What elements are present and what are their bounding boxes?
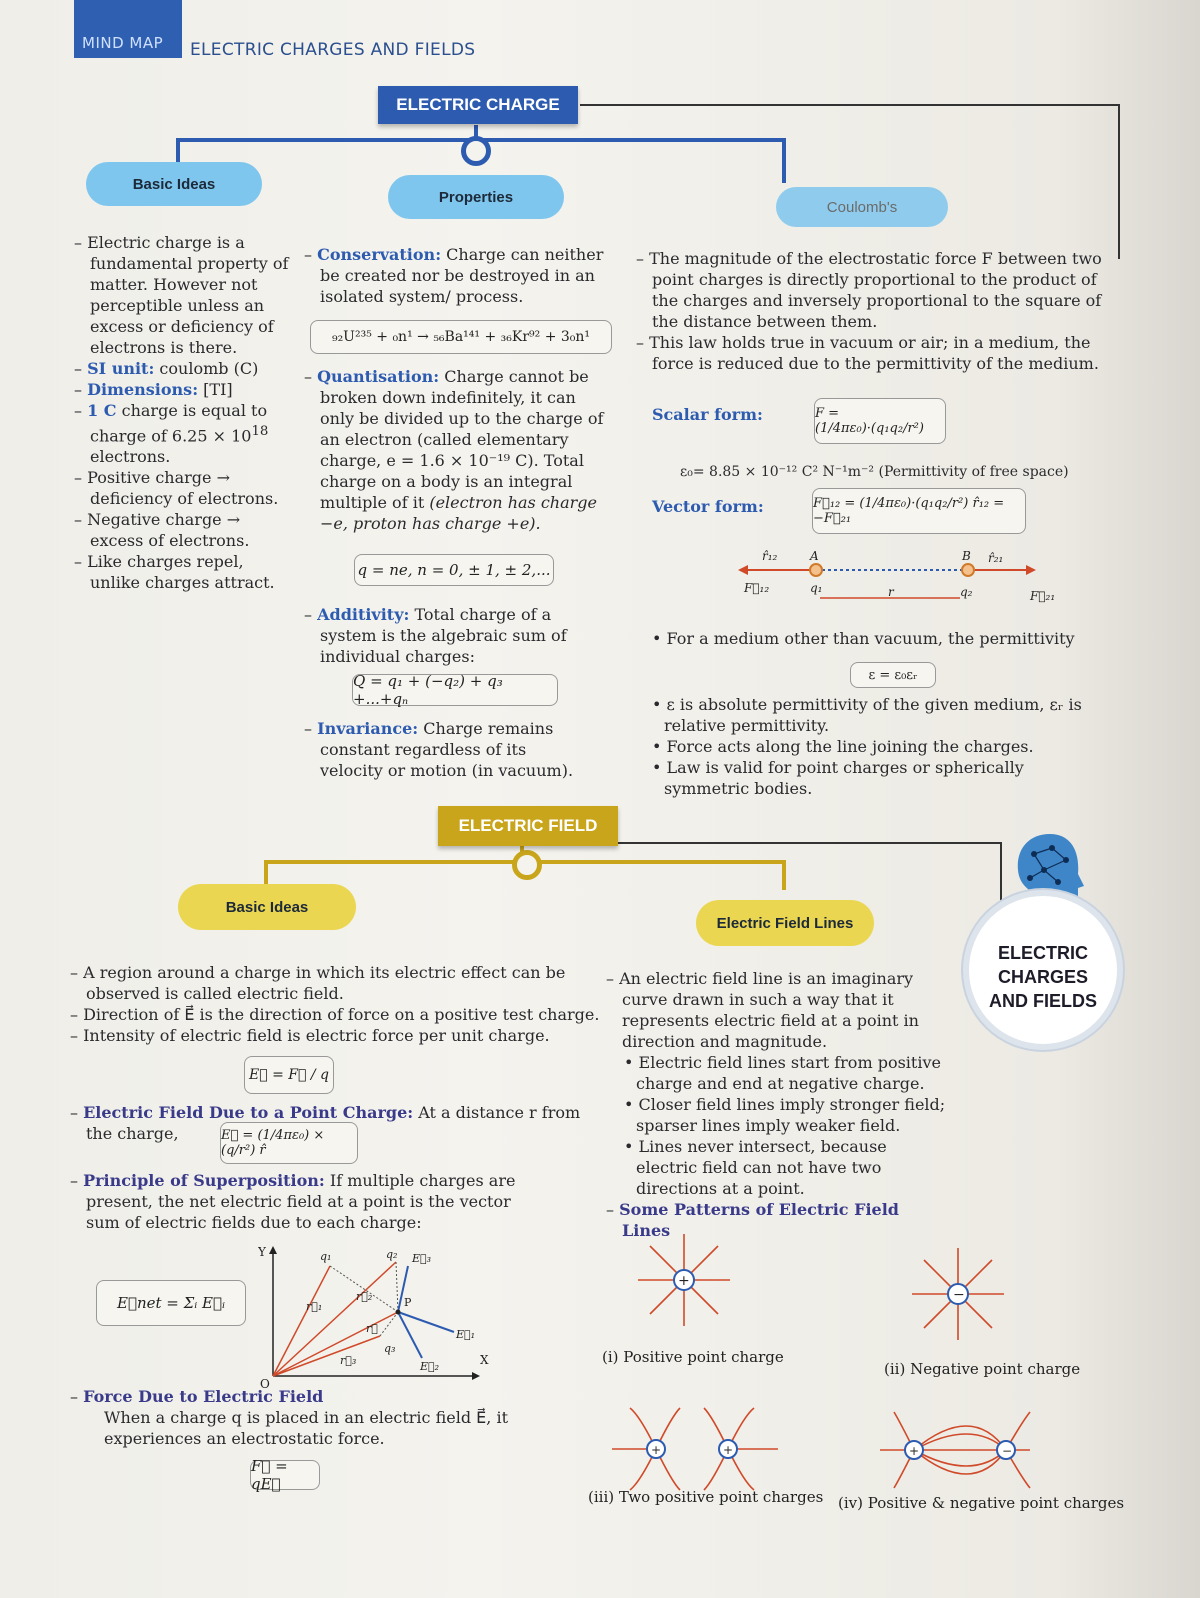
r-graph-label: r⃗ [366, 1322, 378, 1335]
field-basic-ideas-pill: Basic Ideas [178, 884, 356, 930]
field-lines-pill: Electric Field Lines [696, 900, 874, 946]
r1-graph-label: r⃗₁ [306, 1300, 323, 1313]
scalar-form-label: Scalar form: [652, 405, 763, 424]
field-lines-text: – An electric field line is an imaginary curve drawn in such a way that it represents electric field at a point in direction and magnitude. • Electric field lines start from positive charge and end at negative charge. • Closer field lines imply stronger field; sparser lines imply weaker field. • Lines never intersect, because electric field can not have two directions at a point. – Some Patterns of Electric Field Lines [606, 968, 946, 1241]
dipole-field-pattern [880, 1408, 1060, 1492]
p-graph-label: P [404, 1296, 412, 1309]
frame-top [580, 104, 1120, 106]
coulomb-force-diagram [730, 546, 1070, 610]
page-title: ELECTRIC CHARGES AND FIELDS [190, 40, 476, 60]
q1-graph-label: q₁ [320, 1250, 332, 1263]
point-a-label: A [810, 549, 819, 563]
field-branch-right [782, 860, 786, 890]
coulomb-bullets-rest: • ε is absolute permittivity of the given medium, εᵣ is relative permittivity. • Force acts along the line joining the charges. • Law is valid for point charges or spherically symmetric bodies. [650, 694, 1110, 799]
r-vector [273, 1312, 398, 1376]
r3-vector [273, 1336, 380, 1376]
q1-p-line [330, 1266, 398, 1312]
q2-label: q₂ [960, 585, 973, 599]
badge-line-1: ELECTRIC [998, 943, 1088, 963]
r-label: r [888, 585, 894, 599]
superposition-item: – Principle of Superposition: If multiple charges are present, the net electric field at a point is the vector sum of electric fields due to each charge: [70, 1170, 520, 1233]
two-positive-charges-pattern [610, 1406, 780, 1492]
dimensions-item: – Dimensions: [TI] [74, 379, 296, 400]
q3-p-line [380, 1312, 398, 1336]
q3-graph-label: q₃ [384, 1342, 396, 1355]
badge-line-3: AND FIELDS [989, 991, 1097, 1011]
frame-right [1118, 104, 1120, 259]
point-b-label: B [962, 549, 971, 563]
field-hub [512, 850, 542, 880]
charge-definition: – Electric charge is a fundamental property of matter. However not perceptible unless an excess or deficiency of electrons is there. [74, 232, 296, 358]
point-charge-field-formula: E⃗ = (1/4πε₀) × (q/r²) r̂ [220, 1122, 358, 1164]
additivity-formula: Q = q₁ + (−q₂) + q₃ +...+qₙ [352, 674, 558, 706]
additivity-item: – Additivity: Total charge of a system is the algebraic sum of individual charges: [304, 604, 594, 667]
r21-label: r̂₂₁ [988, 551, 1004, 565]
coulomb-law-text: – The magnitude of the electrostatic force F between two point charges is directly proportional to the product of the charges and inversely proportional to the square of the distance between them. – This law holds true in vacuum or air; in a medium, the force is reduced due to the permittivity of the medium. [636, 248, 1106, 374]
field-frame-top [610, 842, 1002, 844]
coulomb-bullets: • For a medium other than vacuum, the permittivity [650, 628, 1110, 649]
field-frame-right [1000, 842, 1002, 906]
si-unit-item: – SI unit: coulomb (C) [74, 358, 296, 379]
electric-force-formula: F⃗ = qE⃗ [250, 1460, 320, 1490]
svg-text:−: − [1002, 1444, 1013, 1458]
f21-arrowhead [1026, 565, 1036, 575]
one-coulomb-item: – 1 C charge is equal to charge of $6.25 \times 10^{18}$ electrons. [74, 400, 296, 467]
fission-reaction-formula: ₉₂U²³⁵ + ₀n¹ → ₅₆Ba¹⁴¹ + ₃₆Kr⁹² + 3₀n¹ [310, 320, 612, 354]
point-charge-field-item: – Electric Field Due to a Point Charge: At a distance r from the charge, [70, 1102, 590, 1144]
e3-graph-label: E⃗₃ [412, 1252, 432, 1265]
caption-dipole: (iv) Positive & negative point charges [838, 1494, 1125, 1512]
r12-label: r̂₁₂ [762, 549, 778, 563]
mind-map-tag: MIND MAP [74, 0, 182, 58]
negative-charge-field-pattern [910, 1246, 1006, 1342]
quantisation-item: – Quantisation: Charge cannot be broken down indefinitely, it can only be divided up to the charge of an electron (called elementary charge, e = 1.6 × 10⁻¹⁹ C). Total charge on a body is an integral multiple of it (electron has charge −e, proton has charge +e). [304, 366, 614, 534]
q2-p-line [396, 1262, 398, 1312]
r3-graph-label: r⃗₃ [340, 1354, 357, 1367]
svg-text:+: + [909, 1444, 920, 1458]
point-p [396, 1310, 401, 1315]
scalar-form-formula: F = (1/4πε₀)·(q₁q₂/r²) [814, 398, 946, 444]
electric-field-node: ELECTRIC FIELD [438, 806, 618, 846]
force-due-to-field: – Force Due to Electric Field When a charge q is placed in an electric field E⃗, it experiences an electrostatic force. [70, 1386, 530, 1449]
invariance-item: – Invariance: Charge remains constant regardless of its velocity or motion (in vacuum). [304, 718, 584, 781]
topic-badge [963, 890, 1123, 1050]
superposition-formula: E⃗net = Σᵢ E⃗ᵢ [96, 1280, 246, 1326]
like-charges-item: – Like charges repel, unlike charges attract. [74, 551, 296, 593]
svg-text:+: + [723, 1443, 734, 1457]
f12-arrowhead [738, 565, 748, 575]
quantisation-formula: q = ne, n = 0, ± 1, ± 2,... [354, 554, 554, 586]
field-intensity-formula: E⃗ = F⃗ / q [244, 1056, 334, 1094]
caption-two-positive: (iii) Two positive point charges [588, 1488, 824, 1506]
e1-graph-label: E⃗₁ [456, 1328, 476, 1341]
charge-a [810, 564, 822, 576]
badge-line-2: CHARGES [997, 967, 1088, 987]
x-axis-arrowhead [472, 1372, 480, 1380]
coulombs-law-pill: Coulomb's [776, 187, 948, 227]
positive-charge-item: – Positive charge → deficiency of electrons. [74, 467, 296, 509]
svg-text:+: + [651, 1443, 662, 1457]
e2-graph-label: E⃗₂ [420, 1360, 440, 1373]
caption-negative: (ii) Negative point charge [884, 1360, 1081, 1378]
f12-label: F⃗₁₂ [744, 581, 770, 595]
superposition-graph [258, 1240, 498, 1390]
r2-vector [273, 1262, 396, 1376]
permittivity-relation: ε = ε₀εᵣ [850, 662, 936, 688]
electric-charge-node: ELECTRIC CHARGE [378, 86, 578, 124]
origin-label: O [260, 1377, 270, 1390]
positive-charge-field-pattern [636, 1232, 732, 1328]
permittivity-free-space: ε₀= 8.85 × 10⁻¹² C² N⁻¹m⁻² (Permittivity of free space) [680, 464, 1069, 480]
charge-hub [461, 136, 491, 166]
y-label: Y [258, 1245, 266, 1259]
properties-pill: Properties [388, 175, 564, 219]
r1-vector [273, 1266, 330, 1376]
x-label: X [480, 1353, 489, 1367]
charge-basic-ideas-list [74, 232, 296, 593]
r2-graph-label: r⃗₂ [356, 1290, 373, 1303]
svg-text:+: + [678, 1273, 690, 1289]
field-basic-ideas-list: – A region around a charge in which its electric effect can be observed is called electric field. – Direction of E⃗ is the direction of force on a positive test charge. – Intensity of electric field is electric force per unit charge. [70, 962, 610, 1046]
q2-graph-label: q₂ [386, 1248, 398, 1261]
caption-positive: (i) Positive point charge [602, 1348, 784, 1366]
f21-label: F⃗₂₁ [1030, 589, 1056, 603]
q1-label: q₁ [810, 581, 823, 595]
conservation-item: – Conservation: Charge can neither be created nor be destroyed in an isolated system/ process. [304, 244, 614, 307]
vector-form-label: Vector form: [652, 497, 764, 516]
y-axis-arrowhead [269, 1246, 277, 1254]
svg-text:−: − [953, 1287, 965, 1303]
charge-b [962, 564, 974, 576]
charge-basic-ideas-pill: Basic Ideas [86, 162, 262, 206]
vector-form-formula: F⃗₁₂ = (1/4πε₀)·(q₁q₂/r²) r̂₁₂ = −F⃗₂₁ [812, 488, 1026, 534]
negative-charge-item: – Negative charge → excess of electrons. [74, 509, 296, 551]
branch-right [782, 138, 786, 183]
